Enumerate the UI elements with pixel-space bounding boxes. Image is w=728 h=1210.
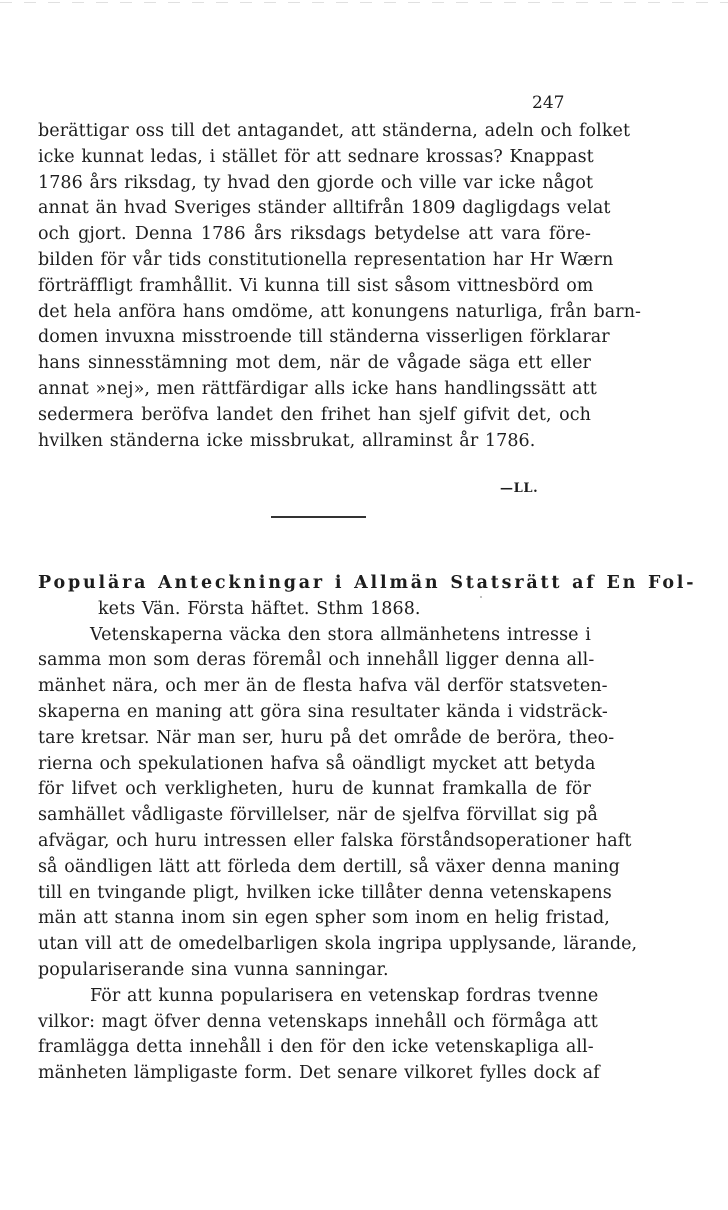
review-text-line: För att kunna popularisera en vetenskap fordras tvenne (90, 985, 599, 1006)
text-line: icke kunnat ledas, i stället för att sednare krossas? Knappast (38, 146, 594, 167)
text-line: berättigar oss till det antagandet, att ständerna, adeln och folket (38, 121, 631, 141)
review-text-line: skaperna en maning att göra sina resultater kända i vidsträck- (38, 701, 608, 722)
review-text-line: för lifvet och verkligheten, huru de kunnat framkalla de för (38, 779, 591, 800)
text-line: domen invuxna misstroende till ständerna visserligen förklarar (38, 327, 610, 348)
review-text-line: män att stanna inom sin egen spher som inom en helig fristad, (38, 908, 610, 929)
text-line: 1786 års riksdag, ty hvad den gjorde och ville var icke något (38, 172, 594, 193)
previous-article-text (38, 119, 642, 454)
review-text-line: mänheten lämpligaste form. Det senare vilkoret fylles dock af (38, 1063, 600, 1084)
text-line: bilden för vår tids constitutionella representation har Hr Wærn (38, 249, 614, 270)
book-title-line: Populära Anteckningar i Allmän Statsrätt af En Fol- (38, 573, 697, 593)
review-text-line: rierna och spekulationen hafva så oändligt mycket att betyda (38, 753, 596, 774)
text-line: det hela anföra hans omdöme, att konungens naturliga, från barn- (38, 301, 642, 322)
text-line: och gjort. Denna 1786 års riksdags betydelse att vara före- (38, 224, 591, 245)
text-line: hvilken ständerna icke missbrukat, allraminst år 1786. (38, 430, 536, 451)
review-text-line: så oändligen lätt att förleda dem dertill, så växer denna maning (38, 856, 620, 877)
text-line: sedermera beröfva landet den frihet han sjelf gifvit det, och (38, 404, 591, 425)
book-review (38, 571, 697, 1087)
scan-speck (480, 596, 482, 598)
review-text-line: tare kretsar. När man ser, huru på det område de beröra, theo- (38, 727, 615, 748)
page-number: 247 (532, 93, 565, 113)
text-line: annat »nej», men rättfärdigar alls icke hans handlingssätt att (38, 378, 597, 399)
review-text-line: populariserande sina vunna sanningar. (38, 959, 389, 980)
review-text-line: framlägga detta innehåll i den för den icke vetenskapliga all- (38, 1037, 594, 1058)
text-line: förträffligt framhållit. Vi kunna till sist såsom vittnesbörd om (38, 275, 594, 296)
review-text-line: samma mon som deras föremål och innehåll ligger denna all- (38, 650, 595, 671)
review-text-line: mänhet nära, och mer än de flesta hafva väl derför statsveten- (38, 676, 608, 697)
review-text-line: vilkor: magt öfver denna vetenskaps innehåll och förmåga att (38, 1011, 598, 1032)
text-line: annat än hvad Sveriges ständer alltifrån 1809 dagligdags velat (38, 198, 611, 219)
scan-top-edge (0, 2, 728, 3)
article-signature: —LL. (500, 481, 539, 496)
section-divider (271, 516, 366, 518)
review-text-line: afvägar, och huru intressen eller falska förståndsoperationer haft (38, 830, 632, 851)
review-text-line: samhället vådligaste förvillelser, när de sjelfva förvillat sig på (38, 805, 598, 826)
text-line: hans sinnesstämning mot dem, när de vågade säga ett eller (38, 353, 591, 374)
review-text-line: utan vill att de omedelbarligen skola ingripa upplysande, lärande, (38, 934, 638, 955)
book-title-line: kets Vän. Första häftet. Sthm 1868. (98, 598, 421, 619)
review-text-line: till en tvingande pligt, hvilken icke tillåter denna vetenskapens (38, 882, 612, 903)
review-text-line: Vetenskaperna väcka den stora allmänhetens intresse i (90, 624, 591, 645)
